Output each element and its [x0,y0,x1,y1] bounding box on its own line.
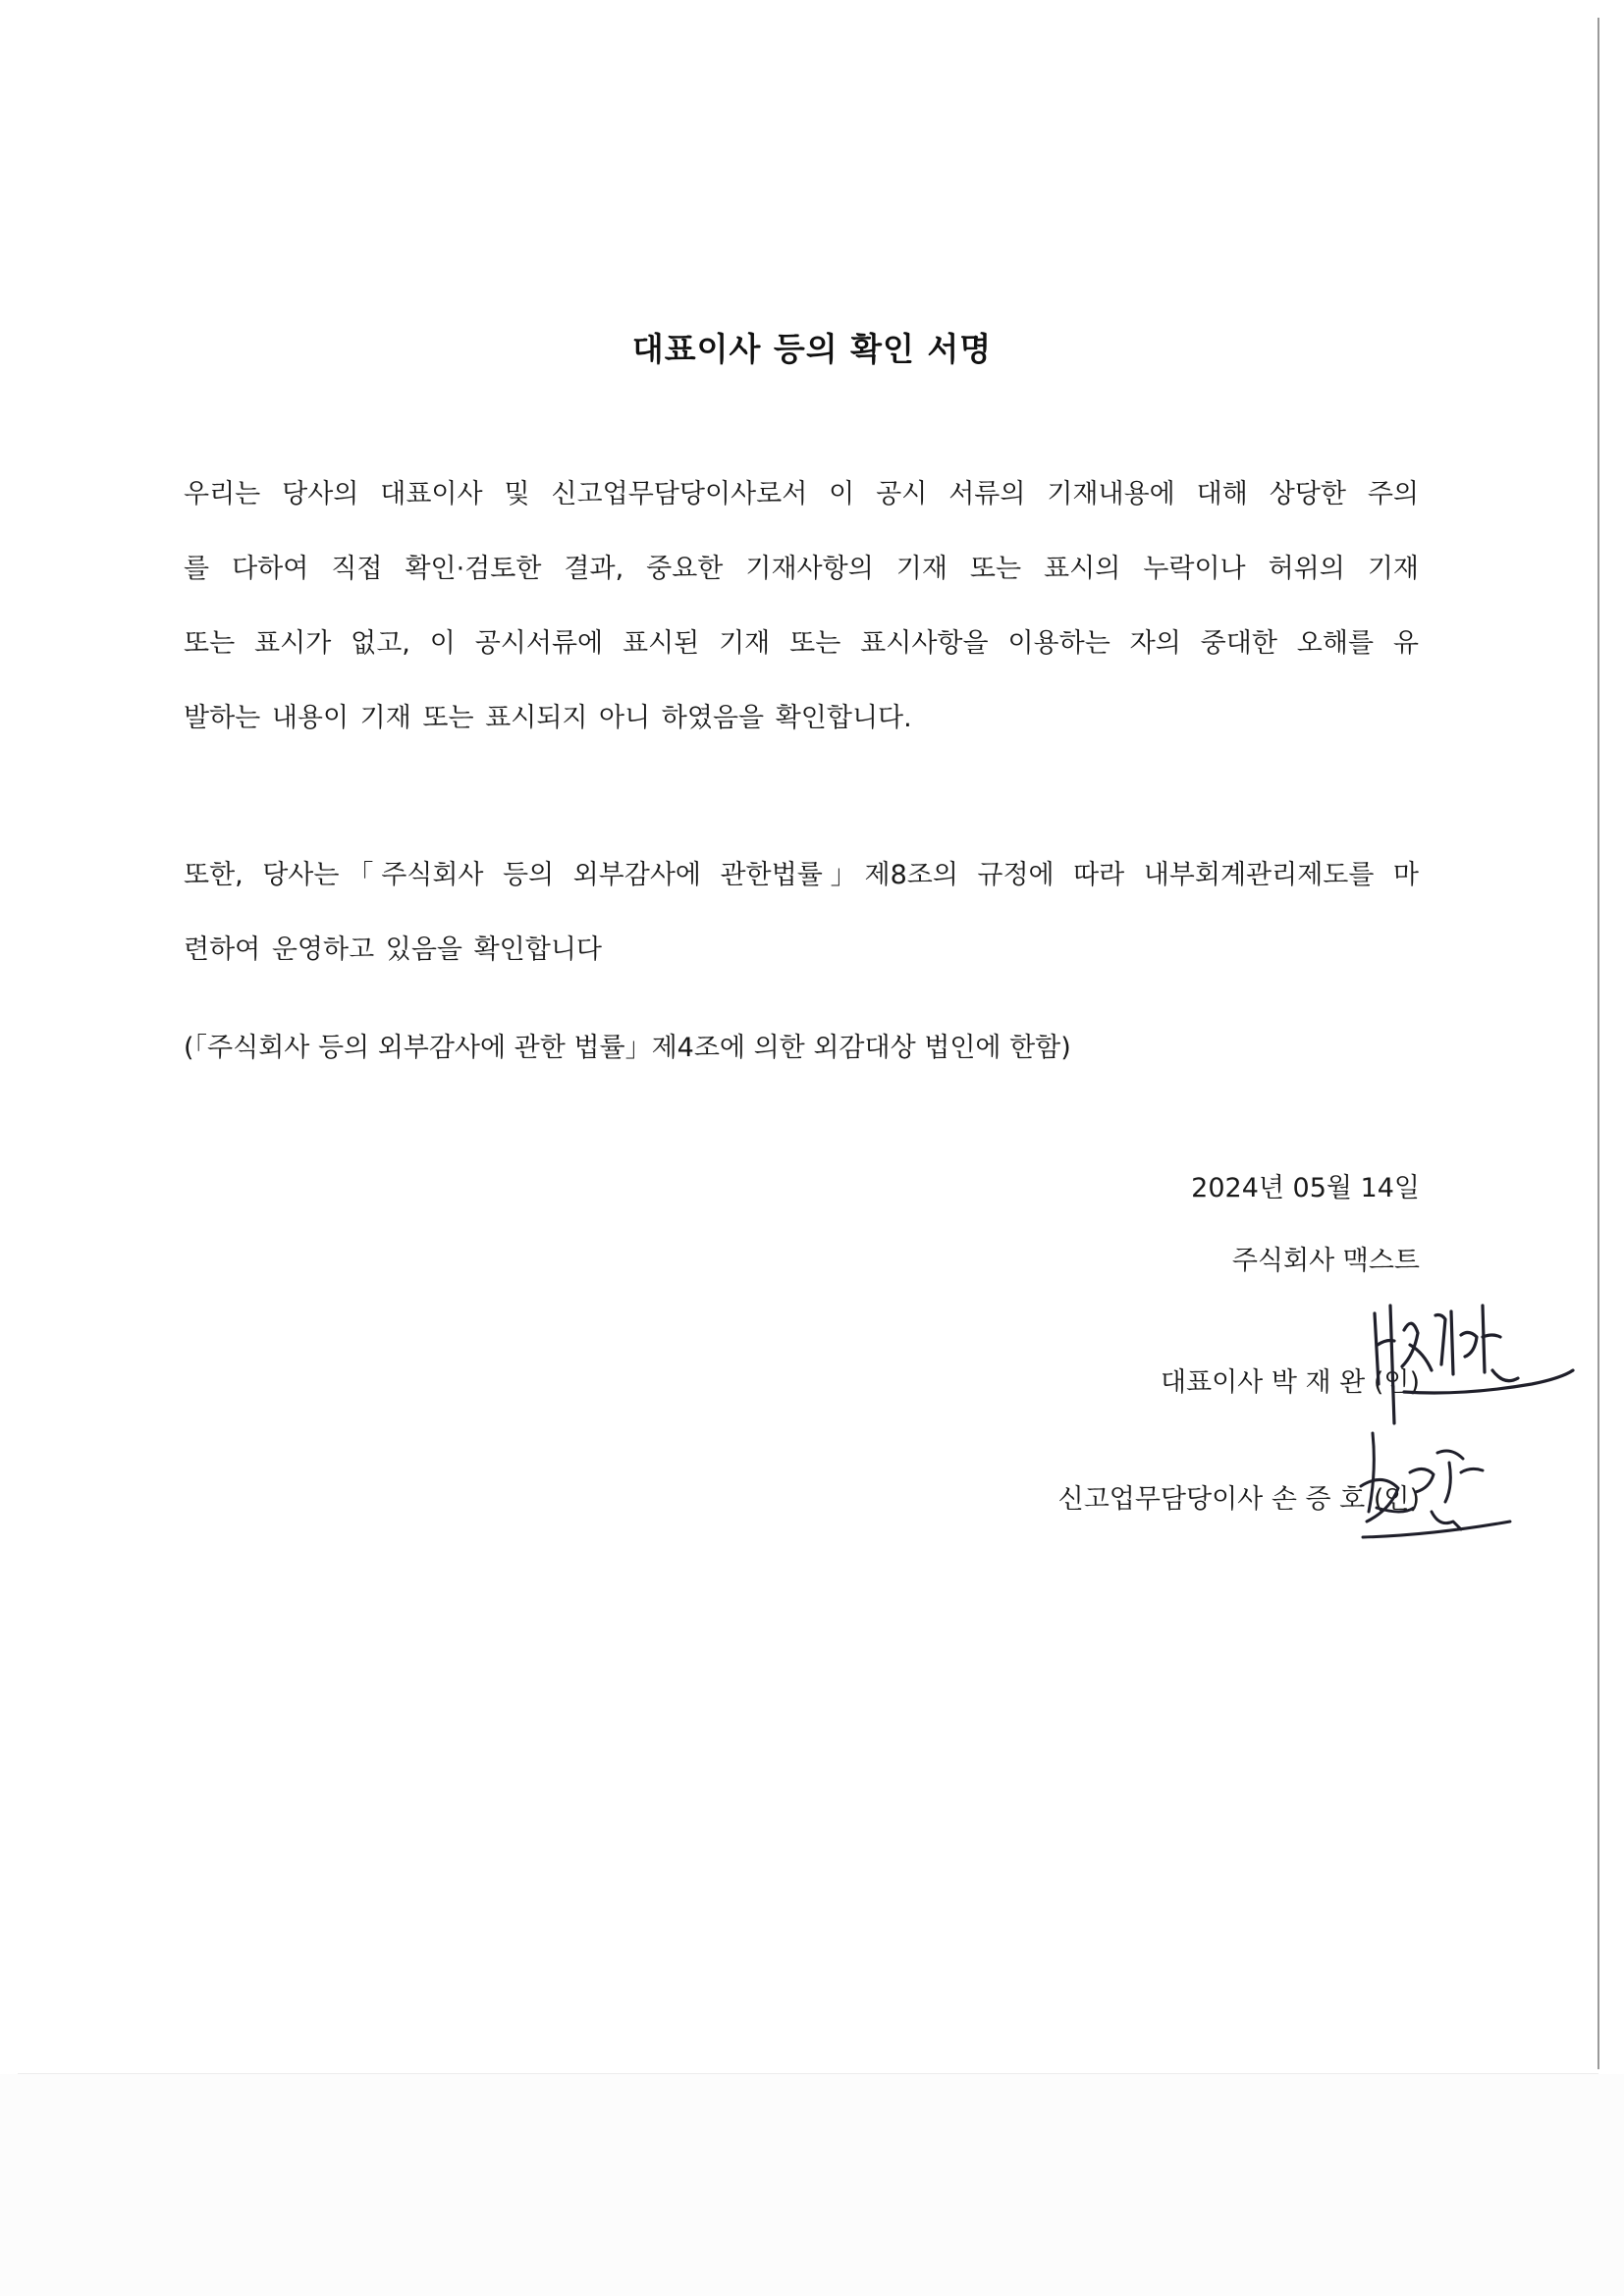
paragraph-line: 또한, 당사는「주식회사 등의 외부감사에 관한법률」제8조의 규정에 따라 내부회계관리제도를 마 [184,860,1419,890]
signing-date: 2024년 05월 14일 [1191,1173,1420,1203]
document-title: 대표이사 등의 확인 서명 [631,330,993,368]
ceo-handwritten-signature [1345,1276,1581,1443]
paragraph-line: 를 다하여 직접 확인·검토한 결과, 중요한 기재사항의 기재 또는 표시의 누락이나 허위의 기재 [184,554,1419,584]
scope-note: (「주식회사 등의 외부감사에 관한 법률」제4조에 의한 외감대상 법인에 한함) [184,1033,1071,1063]
scan-edge-bottom [18,2073,1598,2074]
company-name: 주식회사 맥스트 [1231,1246,1420,1276]
paragraph-line: 발하는 내용이 기재 또는 표시되지 아니 하였음을 확인합니다. [184,703,912,733]
confirmation-paragraph [184,457,1419,756]
scan-bottom-area [0,2074,1624,2296]
internal-control-paragraph [184,838,1419,988]
ceo-signature-line: 대표이사 박 재 완 (인) [1160,1367,1420,1398]
paragraph-line: 우리는 당사의 대표이사 및 신고업무담당이사로서 이 공시 서류의 기재내용에 대해 상당한 주의 [184,479,1419,509]
paragraph-line: 련하여 운영하고 있음을 확인합니다 [184,934,602,965]
disclosure-officer-signature-line: 신고업무담당이사 손 증 호 (인) [1057,1484,1420,1515]
paragraph-line: 또는 표시가 없고, 이 공시서류에 표시된 기재 또는 표시사항을 이용하는 자의 중대한 오해를 유 [184,628,1419,659]
